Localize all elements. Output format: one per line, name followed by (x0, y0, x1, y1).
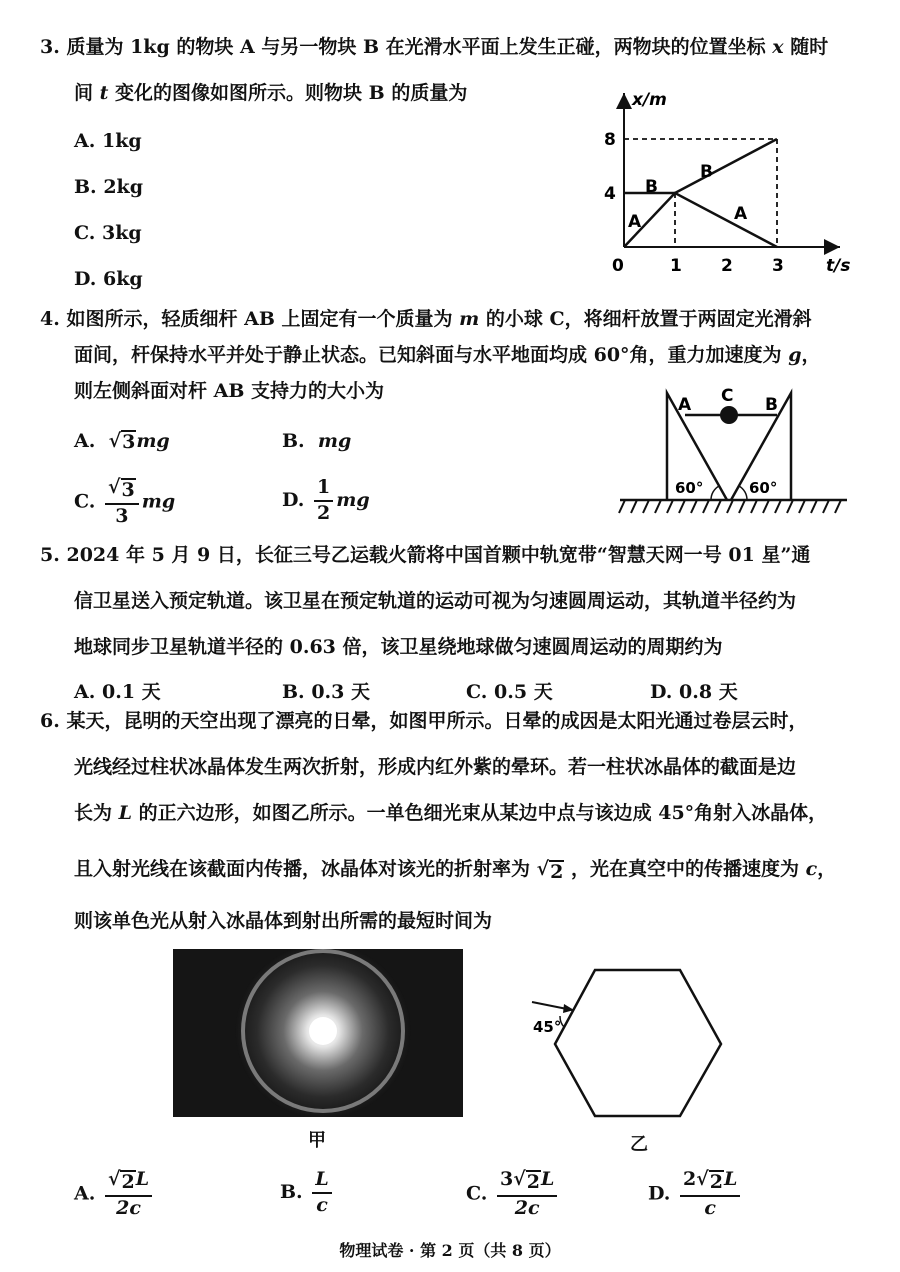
q5-option-a[interactable]: A. 0.1 天 (74, 681, 161, 703)
q6-line-2: 光线经过柱状冰晶体发生两次折射，形成内红外紫的晕环。若一柱状冰晶体的截面是边 (74, 756, 797, 778)
q6-halo-photo (173, 949, 463, 1117)
q6-line-1: 6. 某天，昆明的天空出现了漂亮的日晕，如图甲所示。日晕的成因是太阳光通过卷层云时， (40, 710, 808, 732)
ball-c (720, 406, 738, 424)
q5-line-1: 5. 2024 年 5 月 9 日，长征三号乙运载火箭将中国首颗中轨宽带“智慧天网一号 01 星”通 (40, 544, 811, 566)
q6-option-a[interactable]: A. √ 2 L 2c (74, 1170, 155, 1219)
q4-line-1: 4. 如图所示，轻质细杆 AB 上固定有一个质量为 m 的小球 C，将细杆放置于两固定光滑斜 (40, 308, 812, 330)
q5-option-d[interactable]: D. 0.8 天 (650, 681, 738, 703)
q5-line-2: 信卫星送入预定轨道。该卫星在预定轨道的运动可视为匀速圆周运动，其轨道半径约为 (74, 590, 797, 612)
q3-option-c[interactable]: C. 3kg (74, 222, 142, 244)
q4-option-a[interactable]: A. √ 3 mg (74, 430, 170, 453)
q4-c-fraction: √ 3 3 (105, 478, 139, 527)
q6-b-fraction: $\frac{L}{c}$ (312, 1170, 331, 1216)
q6-option-c[interactable]: C. 3√ 2 L 2c (466, 1170, 560, 1219)
q5-line-3: 地球同步卫星轨道半径的 0.63 倍，该卫星绕地球做匀速圆周运动的周期约为 (74, 636, 723, 658)
sqrt-symbol: √ 2 (536, 858, 564, 883)
q4-angle-left: 60° (675, 479, 704, 497)
x-tick-label: 2 (721, 256, 733, 276)
q4-option-b[interactable]: B. mg (282, 430, 352, 452)
q4-label-b: B (765, 395, 778, 415)
q4-option-c[interactable]: C. √ 3 3 mg (74, 476, 176, 527)
q6-d-fraction: 2√ 2 L c (680, 1170, 740, 1219)
x-tick-label: 1 (670, 256, 682, 276)
q4-line-2: 面间，杆保持水平并处于静止状态。已知斜面与水平地面均成 60°角，重力加速度为 g， (74, 344, 821, 366)
q3-option-d[interactable]: D. 6kg (74, 268, 143, 290)
q6-line-4: 且入射光线在该截面内传播，冰晶体对该光的折射率为 √ 2 ，光在真空中的传播速度为 c， (74, 858, 837, 883)
q3-x-axis-label: t/s (826, 256, 851, 276)
q6-option-d[interactable]: D. 2√ 2 L c (648, 1170, 743, 1219)
q6-line-3: 长为 L 的正六边形，如图乙所示。一单色细光束从某边中点与该边成 45°角射入冰晶体， (74, 802, 828, 824)
q6-caption-left: 甲 (308, 1130, 326, 1151)
ice-crystal-hexagon (555, 970, 721, 1116)
y-tick-label: 8 (604, 130, 616, 150)
q6-number: 6. (40, 710, 60, 732)
q3-label-a-after: A (734, 204, 748, 224)
q3-xt-graph (590, 85, 860, 285)
q4-number: 4. (40, 308, 60, 330)
q3-y-axis-label: x/m (632, 90, 667, 110)
q4-incline-figure (615, 385, 855, 520)
x-tick-label: 0 (612, 256, 624, 276)
q6-a-fraction: √ 2 L 2c (105, 1170, 152, 1219)
q4-label-a: A (678, 395, 692, 415)
q4-option-d[interactable]: D. $\frac{1}{2}$ mg (282, 476, 370, 524)
q4-d-fraction: $\frac{1}{2}$ (314, 478, 333, 524)
q3-option-b[interactable]: B. 2kg (74, 176, 143, 198)
x-tick-label: 3 (772, 256, 784, 276)
q4-label-c: C (721, 386, 734, 406)
q3-label-b-after: B (700, 162, 713, 182)
q6-hexagon-figure (520, 960, 735, 1125)
q5-number: 5. (40, 544, 60, 566)
q3-label-a-before: A (628, 212, 642, 232)
q5-option-c[interactable]: C. 0.5 天 (466, 681, 553, 703)
q3-option-a[interactable]: A. 1kg (74, 130, 142, 152)
series-a-line (624, 193, 777, 247)
q6-line-5: 则该单色光从射入冰晶体到射出所需的最短时间为 (74, 910, 493, 932)
q6-angle-label: 45° (533, 1018, 562, 1036)
q3-number: 3. (40, 36, 60, 58)
q6-caption-right: 乙 (630, 1134, 648, 1155)
q3-label-b-before: B (645, 177, 658, 197)
q6-option-b[interactable]: B. $\frac{L}{c}$ (280, 1170, 335, 1216)
q5-option-b[interactable]: B. 0.3 天 (282, 681, 370, 703)
q4-angle-right: 60° (749, 479, 778, 497)
sqrt-symbol: √ 3 (108, 430, 136, 453)
q4-line-3: 则左侧斜面对杆 AB 支持力的大小为 (74, 380, 385, 402)
q3-line-1: 3. 质量为 1kg 的物块 A 与另一物块 B 在光滑水平面上发生正碰，两物块的位置坐标 x 随时 (40, 36, 829, 58)
q3-line-2: 间 t 变化的图像如图所示。则物块 B 的质量为 (74, 82, 468, 104)
y-tick-label: 4 (604, 184, 616, 204)
q6-c-fraction: 3√ 2 L 2c (497, 1170, 557, 1219)
page-footer: 物理试卷 · 第 2 页（共 8 页） (339, 1241, 561, 1260)
